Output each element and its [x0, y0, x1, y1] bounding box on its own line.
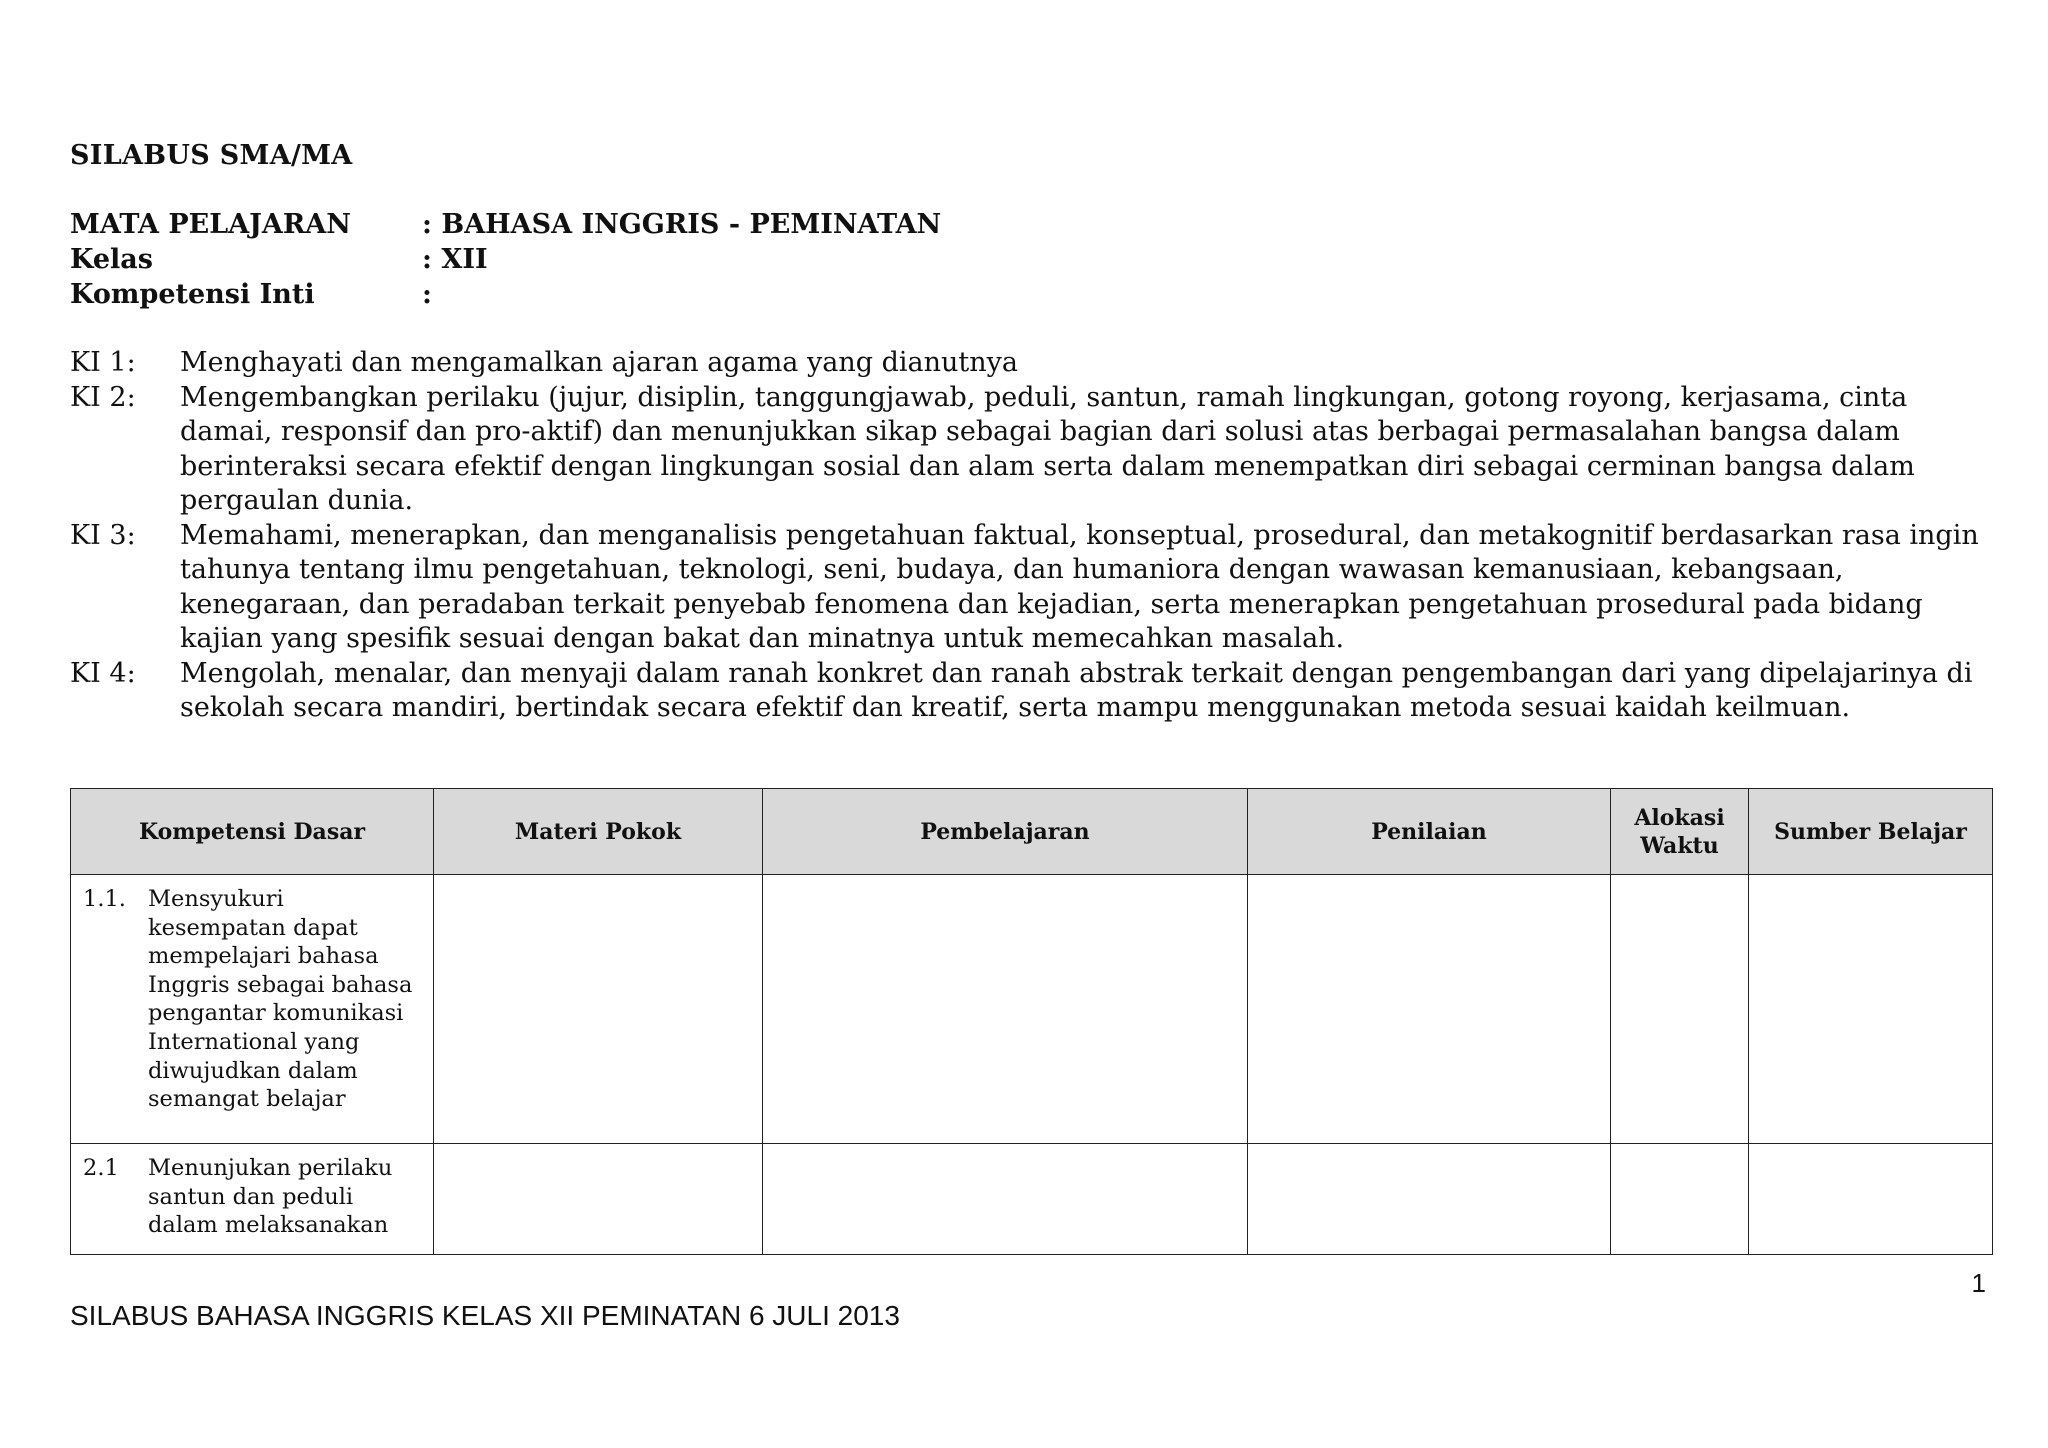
header-penilaian: Penilaian — [1248, 789, 1611, 875]
header-pembelajaran: Pembelajaran — [763, 789, 1248, 875]
meta-row-class — [70, 242, 941, 277]
meta-value: : BAHASA INGGRIS - PEMINATAN — [422, 209, 942, 240]
ki-code: KI 3: — [70, 519, 136, 551]
ki-item — [70, 657, 2000, 726]
ki-code: KI 1: — [70, 347, 136, 378]
meta-label: MATA PELAJARAN — [70, 209, 351, 240]
table-header-row — [71, 789, 1993, 875]
ki-code: KI 2: — [70, 381, 136, 413]
header-meta — [70, 207, 941, 312]
kd-text: Menunjukan perilaku santun dan peduli dalam melaksanakan — [148, 1155, 393, 1239]
meta-row-core-competence — [70, 277, 941, 312]
document-title: SILABUS SMA/MA — [70, 140, 353, 171]
syllabus-table — [70, 788, 1993, 1255]
materi-cell — [434, 1144, 763, 1255]
meta-label: Kompetensi Inti — [70, 279, 315, 310]
kd-text: Mensyukuri kesempatan dapat mempelajari bahasa Inggris sebagai bahasa pengantar komunikasi International yang diwujudkan dalam semangat belajar — [148, 886, 413, 1113]
header-alokasi-waktu: Alokasi Waktu — [1611, 789, 1749, 875]
kd-cell — [71, 1144, 434, 1255]
penilaian-cell — [1248, 875, 1611, 1144]
ki-code: KI 4: — [70, 657, 136, 689]
meta-value: : — [422, 279, 432, 310]
header-sumber-belajar: Sumber Belajar — [1749, 789, 1993, 875]
pembelajaran-cell — [763, 875, 1248, 1144]
kd-cell — [71, 875, 434, 1144]
meta-label: Kelas — [70, 244, 154, 275]
ki-item — [70, 346, 2000, 381]
kd-number: 1.1. — [83, 886, 126, 912]
penilaian-cell — [1248, 1144, 1611, 1255]
materi-cell — [434, 875, 763, 1144]
header-kompetensi-dasar: Kompetensi Dasar — [71, 789, 434, 875]
kd-item — [83, 885, 423, 1114]
ki-text: Menghayati dan mengamalkan ajaran agama yang dianutnya — [180, 347, 1018, 378]
core-competence-list — [70, 346, 2000, 726]
meta-value: : XII — [422, 244, 488, 275]
ki-text: Memahami, menerapkan, dan menganalisis pengetahuan faktual, konseptual, prosedural, dan metakognitif berdasarkan rasa ingin tahunya tentang ilmu pengetahuan, teknologi, seni, budaya, dan humaniora dengan wawasan kemanusiaan, kebangsaan, kenegaraan, dan peradaban terkait penyebab fenomena dan kejadian, serta menerapkan pengetahuan prosedural pada bidang kajian yang spesifik sesuai dengan bakat dan minatnya untuk memecahkan masalah. — [180, 519, 1979, 654]
page-number: 1 — [1971, 1268, 1986, 1298]
ki-item — [70, 519, 2000, 657]
alokasi-cell — [1611, 875, 1749, 1144]
kd-item — [83, 1154, 423, 1240]
kd-number: 2.1 — [83, 1155, 119, 1181]
ki-text: Mengolah, menalar, dan menyaji dalam ranah konkret dan ranah abstrak terkait dengan pengembangan dari yang dipelajarinya di sekolah secara mandiri, bertindak secara efektif dan kreatif, serta mampu menggunakan metoda sesuai kaidah keilmuan. — [180, 657, 1973, 723]
alokasi-cell — [1611, 1144, 1749, 1255]
page-footer: SILABUS BAHASA INGGRIS KELAS XII PEMINATAN 6 JULI 2013 — [70, 1300, 900, 1331]
sumber-cell — [1749, 875, 1993, 1144]
table-row — [71, 875, 1993, 1144]
meta-row-subject — [70, 207, 941, 242]
ki-text: Mengembangkan perilaku (jujur, disiplin, tanggungjawab, peduli, santun, ramah lingkungan, gotong royong, kerjasama, cinta damai, responsif dan pro-aktif) dan menunjukkan sikap sebagai bagian dari solusi atas berbagai permasalahan bangsa dalam berinteraksi secara efektif dengan lingkungan sosial dan alam serta dalam menempatkan diri sebagai cerminan bangsa dalam pergaulan dunia. — [180, 381, 1915, 516]
ki-item — [70, 381, 2000, 519]
header-materi-pokok: Materi Pokok — [434, 789, 763, 875]
sumber-cell — [1749, 1144, 1993, 1255]
table-row — [71, 1144, 1993, 1255]
pembelajaran-cell — [763, 1144, 1248, 1255]
